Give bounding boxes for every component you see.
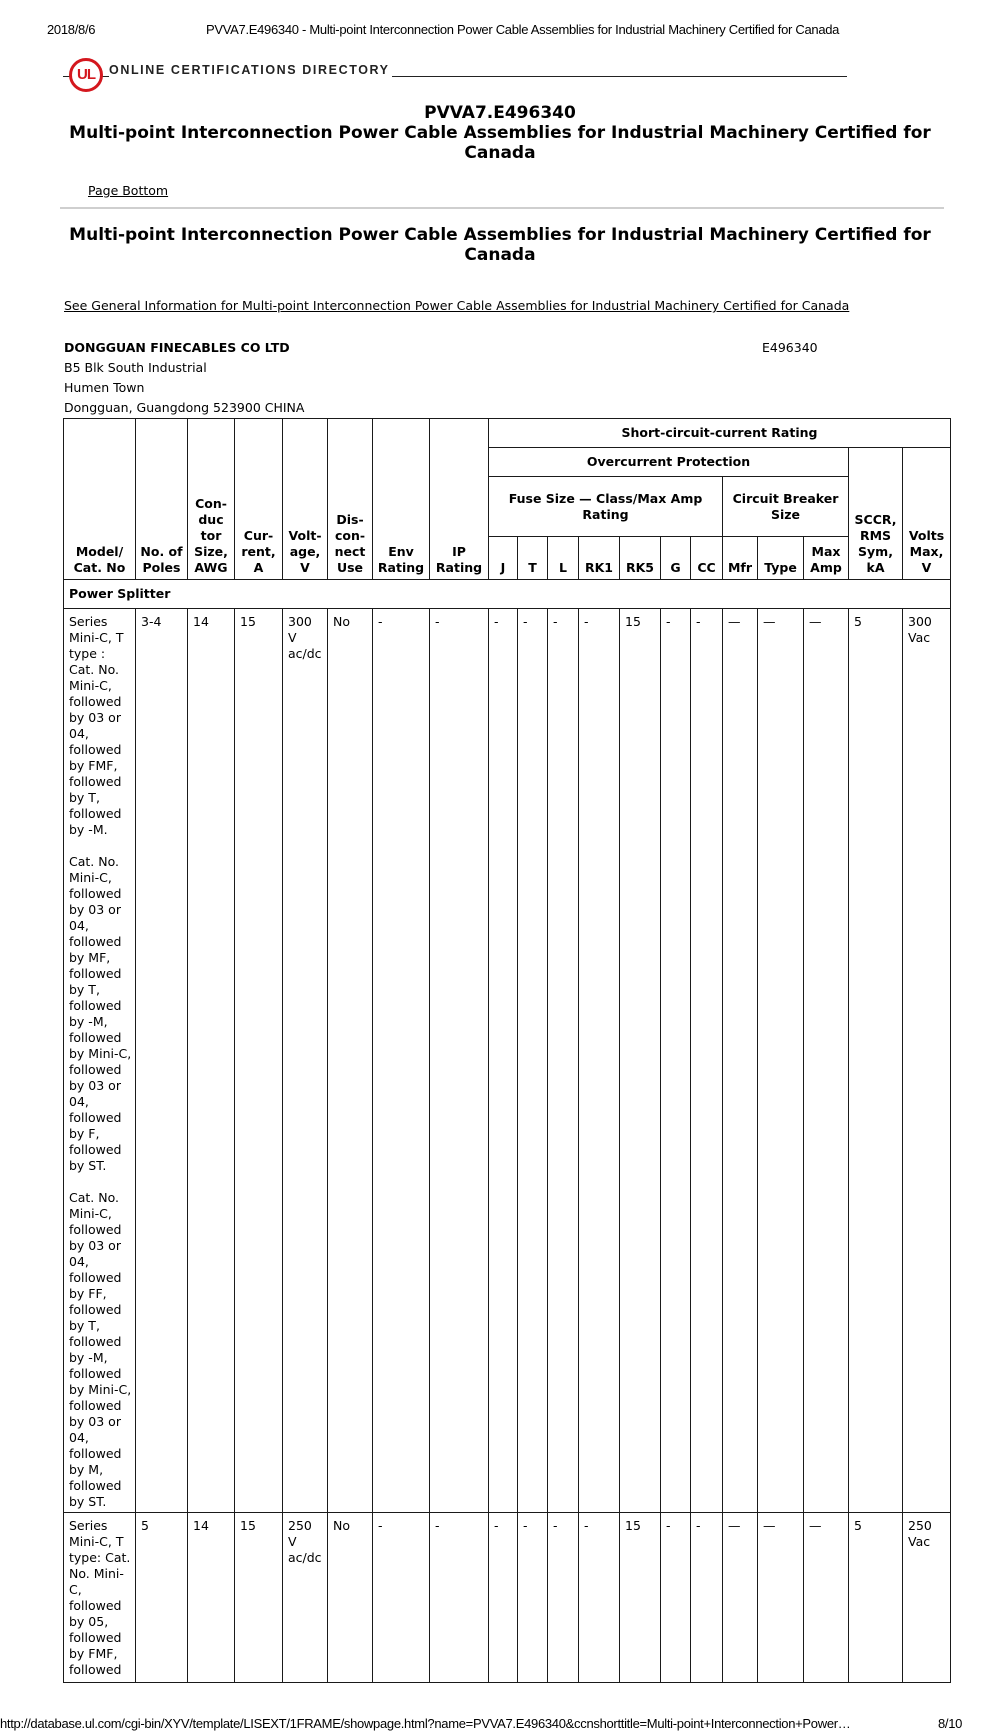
voltage-cell: 250 V ac/dc — [283, 1513, 328, 1683]
col-header-conductor-size: Con-duc tor Size, AWG — [188, 419, 235, 580]
ul-logo-icon: UL — [69, 58, 103, 92]
company-name: DONGGUAN FINECABLES CO LTD — [64, 340, 290, 355]
print-page-title: PVVA7.E496340 - Multi-point Interconnection Power Cable Assemblies for Industrial Machinery Certified for Canada — [206, 22, 840, 37]
model-description: Series Mini-C, T type: Cat. No. Mini-C, followed by 05, followed by FMF, followed — [69, 1518, 131, 1677]
print-url: http://database.ul.com/cgi-bin/XYV/template/LISEXT/1FRAME/showpage.html?name=PVVA7.E496340&ccnshorttitle=Multi-point+Interconnection+Power… — [0, 1716, 851, 1731]
col-header-breaker-type: Type — [758, 537, 804, 580]
env-rating-cell: - — [373, 609, 430, 1513]
col-header-fuse-rk5: RK5 — [620, 537, 661, 580]
company-block — [64, 338, 304, 418]
col-header-voltage: Volt-age, V — [283, 419, 328, 580]
fuse-rk1-cell: - — [579, 1513, 620, 1683]
ul-directory-banner — [63, 57, 847, 97]
file-number: E496340 — [762, 340, 818, 355]
ip-rating-cell: - — [430, 1513, 489, 1683]
fuse-cc-cell: - — [691, 1513, 723, 1683]
section-heading: Multi-point Interconnection Power Cable Assemblies for Industrial Machinery Certified for Canada — [69, 225, 931, 265]
model-description: Series Mini-C, T type : Cat. No. Mini-C, followed by 03 or 04, followed by FMF, followed by T, followed by -M. — [69, 614, 124, 837]
disconnect-use-cell: No — [328, 609, 373, 1513]
breaker-type-cell: — — [758, 609, 804, 1513]
page-title-text: Multi-point Interconnection Power Cable Assemblies for Industrial Machinery Certified for Canada — [69, 123, 931, 163]
col-header-fuse-l: L — [548, 537, 579, 580]
voltage-cell: 300 V ac/dc — [283, 609, 328, 1513]
table-row — [64, 1513, 951, 1683]
col-header-model: Model/ Cat. No — [64, 419, 136, 580]
current-cell: 15 — [235, 609, 283, 1513]
fuse-g-cell: - — [661, 1513, 691, 1683]
model-cell — [64, 609, 136, 1513]
col-header-current: Cur-rent, A — [235, 419, 283, 580]
model-description: Cat. No. Mini-C, followed by 03 or 04, followed by MF, followed by T, followed by -M, followed by Mini-C, followed by 03 or 04, followed by F, followed by ST. — [69, 854, 132, 1173]
breaker-max-amp-cell: — — [804, 609, 849, 1513]
breaker-max-amp-cell: — — [804, 1513, 849, 1683]
fuse-t-cell: - — [518, 609, 548, 1513]
current-cell: 15 — [235, 1513, 283, 1683]
col-header-env-rating: Env Rating — [373, 419, 430, 580]
model-cell — [64, 1513, 136, 1683]
fuse-cc-cell: - — [691, 609, 723, 1513]
env-rating-cell: - — [373, 1513, 430, 1683]
page-title — [60, 103, 940, 163]
col-header-fuse-cc: CC — [691, 537, 723, 580]
volts-max-cell: 250 Vac — [903, 1513, 951, 1683]
group-header-overcurrent: Overcurrent Protection — [489, 448, 849, 477]
company-address-line3: Dongguan, Guangdong 523900 CHINA — [64, 400, 305, 415]
table-row — [64, 609, 951, 1513]
section-row-power-splitter: Power Splitter — [64, 580, 951, 609]
volts-max-cell: 300 Vac — [903, 609, 951, 1513]
group-header-circuit-breaker: Circuit Breaker Size — [723, 477, 849, 537]
col-header-breaker-mfr: Mfr — [723, 537, 758, 580]
divider — [60, 207, 944, 209]
page-code: PVVA7.E496340 — [424, 103, 576, 123]
col-header-fuse-g: G — [661, 537, 691, 580]
col-header-breaker-max-amp: Max Amp — [804, 537, 849, 580]
group-header-fuse-size: Fuse Size — Class/Max Amp Rating — [489, 477, 723, 537]
fuse-j-cell: - — [489, 609, 518, 1513]
fuse-t-cell: - — [518, 1513, 548, 1683]
col-header-ip-rating: IP Rating — [430, 419, 489, 580]
fuse-rk5-cell: 15 — [620, 609, 661, 1513]
fuse-g-cell: - — [661, 609, 691, 1513]
conductor-size-cell: 14 — [188, 609, 235, 1513]
certification-table — [63, 418, 951, 1683]
col-header-fuse-j: J — [489, 537, 518, 580]
disconnect-use-cell: No — [328, 1513, 373, 1683]
fuse-j-cell: - — [489, 1513, 518, 1683]
col-header-sccr-ka: SCCR, RMS Sym, kA — [849, 448, 903, 580]
conductor-size-cell: 14 — [188, 1513, 235, 1683]
col-header-fuse-rk1: RK1 — [579, 537, 620, 580]
group-header-sccr: Short-circuit-current Rating — [489, 419, 951, 448]
fuse-rk5-cell: 15 — [620, 1513, 661, 1683]
company-address-line1: B5 Blk South Industrial — [64, 360, 207, 375]
col-header-disconnect-use: Dis-con-nect Use — [328, 419, 373, 580]
col-header-fuse-t: T — [518, 537, 548, 580]
general-info-link[interactable]: See General Information for Multi-point Interconnection Power Cable Assemblies for Industrial Machinery Certified for Canada — [64, 298, 850, 313]
fuse-l-cell: - — [548, 609, 579, 1513]
sccr-cell: 5 — [849, 609, 903, 1513]
print-page-number: 8/10 — [938, 1716, 963, 1731]
breaker-mfr-cell: — — [723, 1513, 758, 1683]
ip-rating-cell: - — [430, 609, 489, 1513]
breaker-type-cell: — — [758, 1513, 804, 1683]
fuse-rk1-cell: - — [579, 609, 620, 1513]
model-description: Cat. No. Mini-C, followed by 03 or 04, followed by FF, followed by T, followed by -M, followed by Mini-C, followed by 03 or 04, followed by M, followed by ST. — [69, 1190, 132, 1509]
print-date: 2018/8/6 — [47, 22, 96, 37]
fuse-l-cell: - — [548, 1513, 579, 1683]
col-header-poles: No. of Poles — [136, 419, 188, 580]
sccr-cell: 5 — [849, 1513, 903, 1683]
poles-cell: 5 — [136, 1513, 188, 1683]
directory-title: ONLINE CERTIFICATIONS DIRECTORY — [109, 63, 390, 77]
company-address-line2: Humen Town — [64, 380, 145, 395]
page-bottom-link[interactable]: Page Bottom — [88, 183, 169, 198]
col-header-volts-max: Volts Max, V — [903, 448, 951, 580]
breaker-mfr-cell: — — [723, 609, 758, 1513]
poles-cell: 3-4 — [136, 609, 188, 1513]
